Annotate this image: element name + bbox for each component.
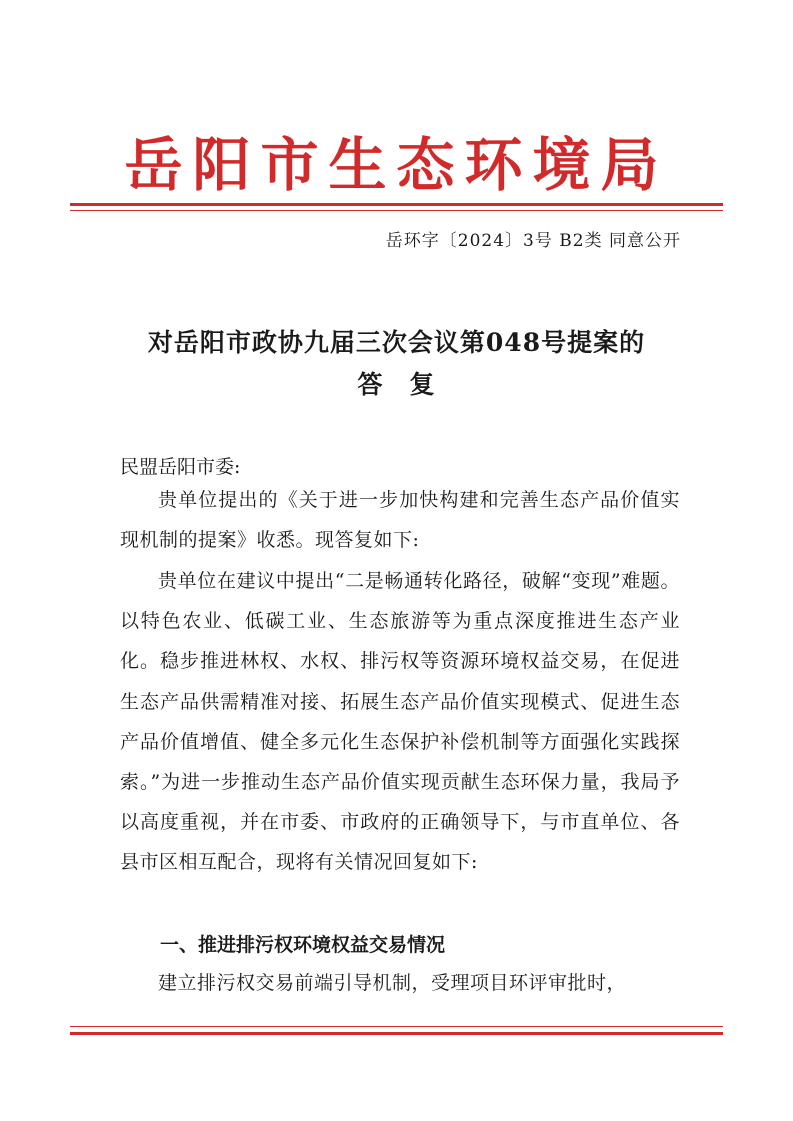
- document-title-line-2: 答 复: [357, 370, 436, 399]
- document-number: 岳环字〔2024〕3号 B2类 同意公开: [385, 231, 681, 251]
- footer-rule-thin: [70, 1026, 723, 1027]
- body-paragraph-2: 贵单位在建议中提出“二是畅通转化路径，破解“变现”难题。以特色农业、低碳工业、生态旅游等为重点深度推进生态产业化。稳步推进林权、水权、排污权等资源环境权益交易，在促进生态产品供需精准对接、拓展生态产品价值实现模式、促进生态产品价值增值、健全多元化生态保护补偿机制等方面强化实践探索。”为进一步推动生态产品价值实现贡献生态环保力量，我局予以高度重视，并在市委、市政府的正确领导下，与市直单位、各县市区相互配合，现将有关情况回复如下:: [120, 570, 680, 874]
- footer-rule-thick: [70, 1032, 723, 1035]
- section-paragraph: 建立排污权交易前端引导机制，受理项目环评审批时，: [158, 972, 627, 994]
- section-heading: 一、推进排污权环境权益交易情况: [160, 934, 446, 956]
- header-rule-thick: [70, 203, 723, 206]
- document-title-line-1: 对岳阳市政协九届三次会议第048号提案的: [147, 328, 646, 357]
- agency-header-title: 岳阳市生态环境局: [124, 131, 669, 199]
- salutation: 民盟岳阳市委:: [120, 456, 241, 478]
- header-rule-thin: [70, 210, 723, 211]
- body-paragraph-1: 贵单位提出的《关于进一步加快构建和完善生态产品价值实现机制的提案》收悉。现答复如下:: [120, 489, 680, 552]
